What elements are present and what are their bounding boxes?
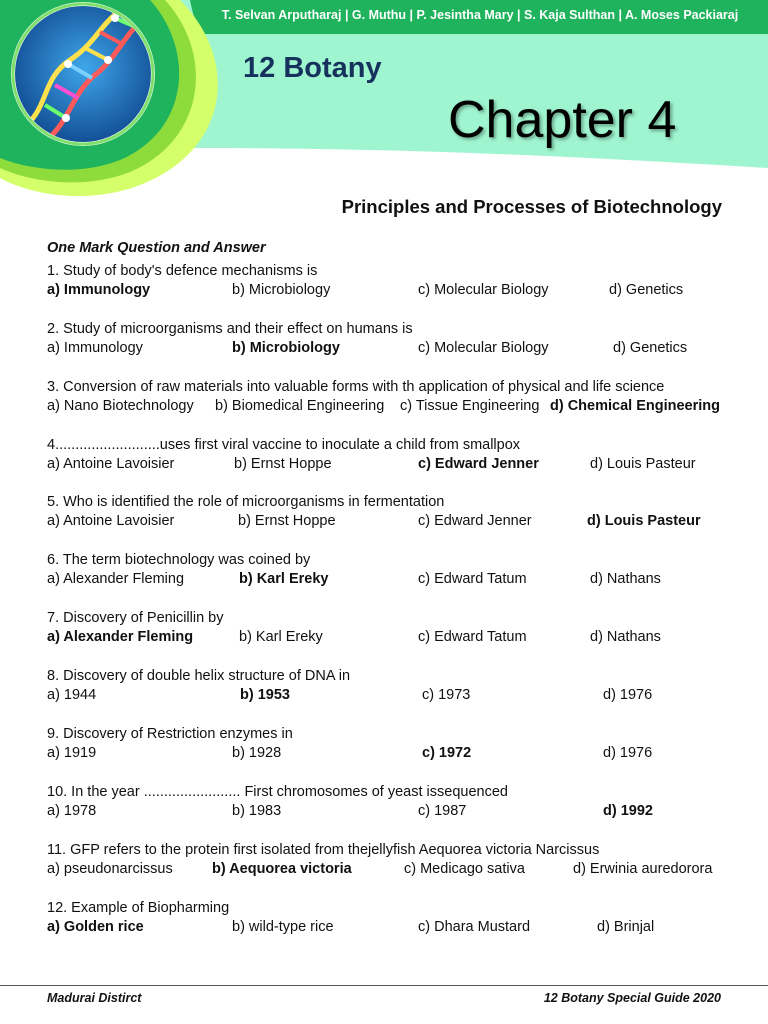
question-6 [47,551,747,589]
options-row [47,628,747,647]
section-title: One Mark Question and Answer [47,240,266,256]
option-correct: b) Aequorea victoria [212,861,352,877]
options-row [47,281,747,300]
option: c) Edward Tatum [418,629,527,645]
chapter-title: Chapter 4 [448,91,677,149]
option: c) Dhara Mustard [418,919,531,935]
option: d) Louis Pasteur [590,456,696,472]
option: a) 1944 [47,687,97,703]
question-text: 1. Study of body's defence mechanisms is [47,263,318,279]
option-correct: b) Karl Ereky [239,571,329,587]
question-2 [47,320,747,358]
option-correct: a) Golden rice [47,919,144,935]
option: b) 1928 [232,745,282,761]
option: b) wild-type rice [232,919,334,935]
question-5 [47,493,747,531]
option: a) Alexander Fleming [47,571,185,587]
question-1 [47,262,747,300]
options-row [47,744,747,763]
option: c) Molecular Biology [418,340,549,356]
question-10 [47,783,747,821]
option: b) Ernst Hoppe [238,513,336,529]
question-text: 2. Study of microorganisms and their effect on humans is [47,321,413,337]
footer-guide-title: 12 Botany Special Guide 2020 [543,991,721,1005]
option-correct: c) 1972 [422,745,472,761]
option-correct: a) Alexander Fleming [47,629,194,645]
option: b) Microbiology [232,282,331,298]
option: a) 1978 [47,803,97,819]
footer-divider [0,985,768,986]
question-text: 5. Who is identified the role of microorganisms in fermentation [47,494,445,510]
options-row [47,339,747,358]
option-correct: d) Chemical Engineering [550,398,720,414]
question-9 [47,725,747,763]
question-text: 8. Discovery of double helix structure of DNA in [47,668,351,684]
question-text: 12. Example of Biopharming [47,900,230,916]
options-row [47,570,747,589]
option: a) 1919 [47,745,97,761]
option-correct: b) Microbiology [232,340,340,356]
option: c) Edward Jenner [418,513,532,529]
question-text: 7. Discovery of Penicillin by [47,610,224,626]
question-4 [47,436,747,474]
question-text: 3. Conversion of raw materials into valuable forms with th application of physical and life science [47,379,665,395]
question-11 [47,841,747,879]
option: a) pseudonarcissus [47,861,173,877]
option: a) Nano Biotechnology [47,398,194,414]
option: d) Nathans [590,629,661,645]
question-text: 9. Discovery of Restriction enzymes in [47,726,293,742]
option: a) Antoine Lavoisier [47,513,175,529]
option: b) Biomedical Engineering [215,398,385,414]
question-text: 4..........................uses first viral vaccine to inoculate a child from smallpox [47,437,521,453]
authors-line: T. Selvan Arputharaj | G. Muthu | P. Jesintha Mary | S. Kaja Sulthan | A. Moses Packiaraj [221,8,739,22]
options-row [47,860,747,879]
question-text: 6. The term biotechnology was coined by [47,552,311,568]
option: c) Tissue Engineering [400,398,540,414]
option-correct: c) Edward Jenner [418,456,539,472]
option-correct: d) Louis Pasteur [587,513,701,529]
option: c) 1973 [422,687,471,703]
option-correct: d) 1992 [603,803,653,819]
footer-district: Madurai Distirct [47,991,142,1005]
question-text: 11. GFP refers to the protein first isolated from thejellyfish Aequorea victoria Narcissus [47,842,600,858]
option: d) Erwinia auredorora [573,861,713,877]
option: c) 1987 [418,803,467,819]
option: b) Karl Ereky [239,629,323,645]
options-row [47,455,747,474]
option: d) Genetics [613,340,688,356]
option: d) 1976 [603,745,653,761]
option: d) Nathans [590,571,661,587]
option: c) Medicago sativa [404,861,525,877]
options-row [47,686,747,705]
question-12 [47,899,747,937]
question-3 [47,378,747,416]
options-row [47,918,747,937]
option: c) Edward Tatum [418,571,527,587]
option: a) Immunology [47,340,143,356]
option: d) 1976 [603,687,653,703]
option: b) Ernst Hoppe [234,456,332,472]
option-correct: b) 1953 [240,687,290,703]
options-row [47,802,747,821]
option: d) Brinjal [597,919,655,935]
question-8 [47,667,747,705]
topic-title: Principles and Processes of Biotechnology [341,196,722,217]
options-row [47,512,747,531]
option: b) 1983 [232,803,282,819]
subject-title: 12 Botany [243,52,382,84]
option: c) Molecular Biology [418,282,549,298]
question-7 [47,609,747,647]
option-correct: a) Immunology [47,282,151,298]
option: d) Genetics [609,282,684,298]
option: a) Antoine Lavoisier [47,456,175,472]
options-row [47,397,747,416]
question-text: 10. In the year ........................ First chromosomes of yeast issequenced [47,784,508,800]
